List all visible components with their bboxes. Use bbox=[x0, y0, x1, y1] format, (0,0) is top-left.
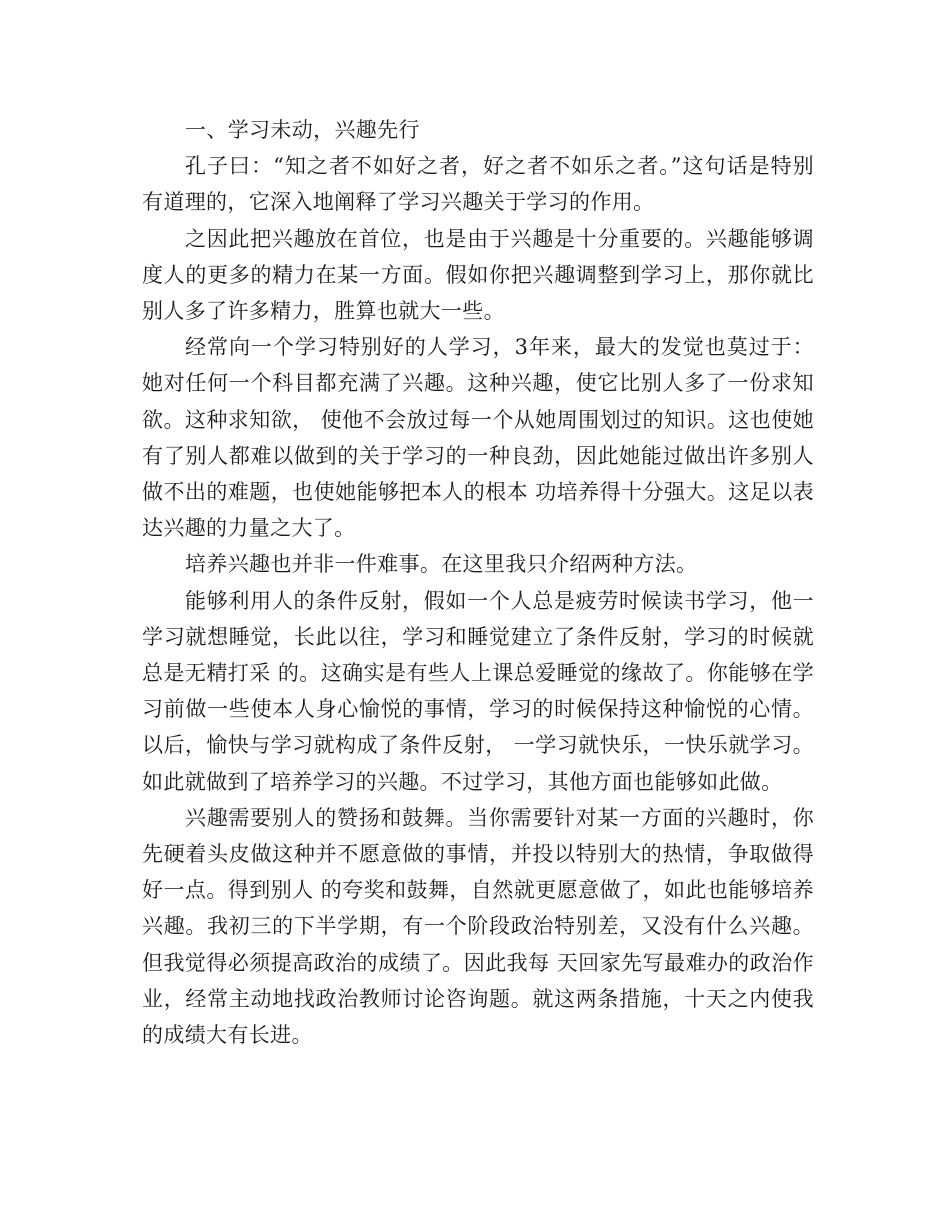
paragraph-interest-first: 之因此把兴趣放在首位，也是由于兴趣是十分重要的。兴趣能够调度人的更多的精力在某一方面。假如你把兴趣调整到学习上，那你就比别人多了许多精力，胜算也就大一些。 bbox=[142, 226, 814, 324]
paragraph-two-methods: 培养兴趣也并非一件难事。在这里我只介绍两种方法。 bbox=[185, 552, 698, 577]
section-heading: 一、学习未动，兴趣先行 bbox=[185, 118, 420, 142]
document-page bbox=[142, 112, 814, 1053]
paragraph-confucius-quote: 孔子曰：“知之者不如好之者，好之者不如乐之者。”这句话是特别有道理的，它深入地阐释了学习兴趣关于学习的作用。 bbox=[142, 154, 814, 215]
paragraph-praise-encouragement: 兴趣需要别人的赞扬和鼓舞。当你需要针对某一方面的兴趣时，你先硬着头皮做这种并不愿意做的事情，并投以特别大的热情，争取做得好一点。得到别人 的夸奖和鼓舞，自然就更愿意做了，如此也能够培养兴趣。我初三的下半学期，有一个阶段政治特别差，又没有什么兴趣。但我觉得必须提高政治的成绩了。因此我每 天回家先写最难办的政治作业，经常主动地找政治教师讨论咨询题。就这两条措施，十天之内使我的成绩大有长进。 bbox=[142, 805, 814, 1048]
paragraph-learning-example: 经常向一个学习特别好的人学习，3年来，最大的发觉也莫过于：她对任何一个科目都充满了兴趣。这种兴趣，使它比别人多了一份求知欲。这种求知欲， 使他不会放过每一个从她周围划过的知识。这也使她有了别人都难以做到的关于学习的一种良劲，因此她能过做出许多别人做不出的难题，也使她能够把本人的根本 功培养得十分强大。这足以表达兴趣的力量之大了。 bbox=[142, 335, 814, 541]
paragraph-conditioned-reflex: 能够利用人的条件反射，假如一个人总是疲劳时候读书学习，他一学习就想睡觉，长此以往，学习和睡觉建立了条件反射，学习的时候就总是无精打采 的。这确实是有些人上课总爱睡觉的缘故了。你能够在学习前做一些使本人身心愉悦的事情，学习的时候保持这种愉悦的心情。以后，愉快与学习就构成了条件反射， 一学习就快乐，一快乐就学习。如此就做到了培养学习的兴趣。不过学习，其他方面也能够如此做。 bbox=[142, 588, 814, 794]
